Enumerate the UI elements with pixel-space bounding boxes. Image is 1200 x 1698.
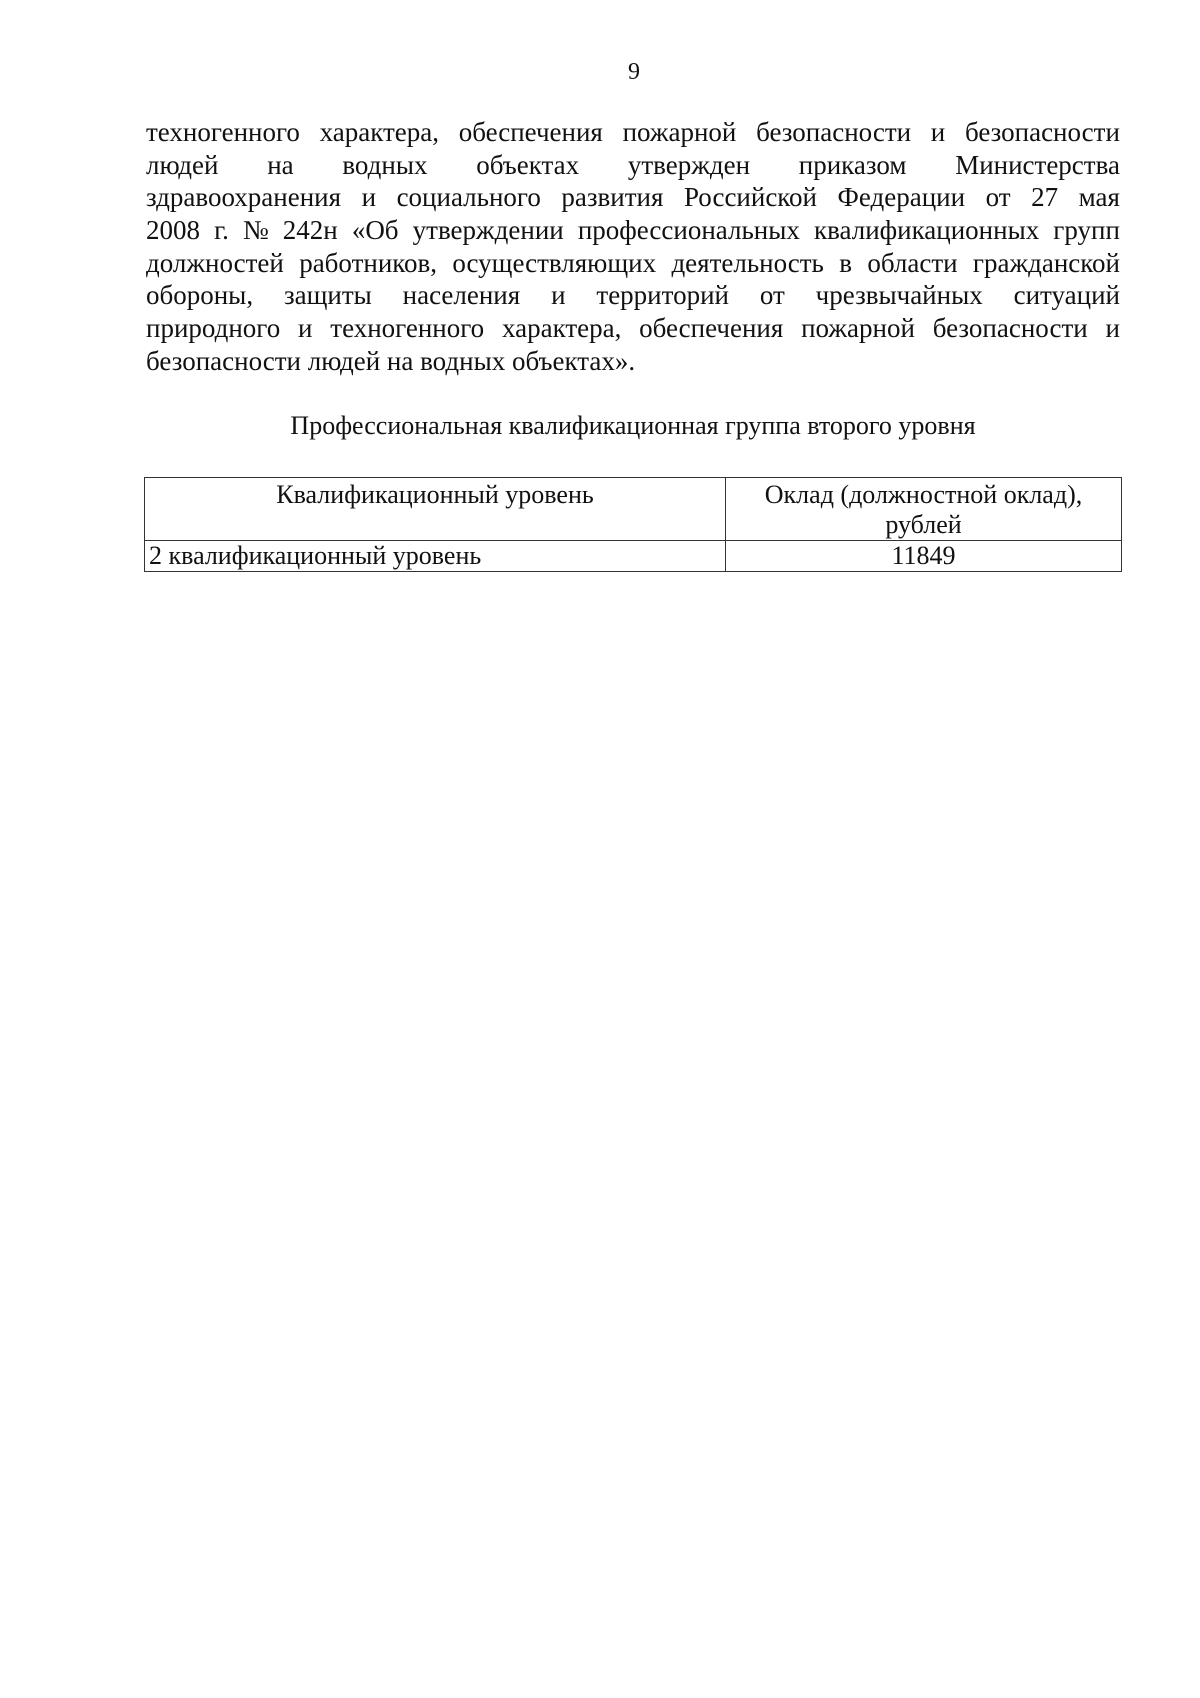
paragraph-word: гражданской	[972, 247, 1120, 278]
paragraph-word: на	[267, 149, 294, 180]
paragraph-word: техногенного	[330, 313, 485, 344]
paragraph-word: и	[361, 182, 377, 213]
paragraph-word: г.	[214, 215, 229, 246]
paragraph-word: №	[242, 215, 269, 246]
paragraph-word: 27	[1031, 182, 1059, 213]
paragraph-word: здравоохранения	[146, 182, 342, 213]
paragraph-word: безопасности	[964, 117, 1120, 147]
paragraph-word: утвержден	[627, 149, 751, 180]
table-header-salary: Оклад (должностной оклад), рублей	[726, 478, 1122, 541]
section-heading: Профессиональная квалификационная группа второго уровня	[290, 411, 976, 440]
paragraph-word: обороны,	[146, 280, 254, 311]
paragraph-word: природного	[146, 313, 281, 344]
paragraph-word: безопасности	[756, 117, 912, 147]
table-header-row	[145, 478, 1122, 541]
paragraph-word: 2008	[146, 215, 200, 246]
paragraph-word: мая	[1078, 182, 1120, 213]
table-cell-salary: 11849	[726, 541, 1122, 572]
paragraph-word: Министерства	[955, 149, 1120, 180]
paragraph-word: деятельность	[671, 247, 824, 278]
paragraph-word: обеспечения	[639, 313, 784, 344]
paragraph-word: «Об	[351, 215, 399, 246]
paragraph-line	[146, 247, 1120, 280]
paragraph-line	[146, 345, 1120, 378]
paragraph-word: работников,	[299, 247, 438, 278]
paragraph-word: обеспечения	[458, 117, 603, 147]
paragraph-word: должностей	[146, 247, 284, 278]
paragraph-word: социального	[396, 182, 541, 213]
paragraph-word: ситуаций	[1013, 280, 1120, 311]
paragraph-word: групп	[1053, 215, 1120, 246]
paragraph-line	[146, 181, 1120, 214]
paragraph-word: утверждении	[412, 215, 564, 246]
table-row	[145, 541, 1122, 572]
paragraph-word: безопасности	[932, 313, 1088, 344]
paragraph-word: чрезвычайных	[815, 280, 983, 311]
body-paragraph	[146, 116, 1120, 378]
paragraph-line	[146, 214, 1120, 247]
paragraph-word: безопасности людей на водных объектах».	[146, 345, 636, 376]
paragraph-word: территорий	[596, 280, 729, 311]
paragraph-word: водных	[342, 149, 428, 180]
paragraph-word: техногенного	[146, 117, 300, 147]
table-header-level: Квалификационный уровень	[145, 478, 726, 541]
paragraph-word: и	[1105, 313, 1120, 344]
paragraph-word: объектах	[476, 149, 580, 180]
paragraph-word: и	[298, 313, 313, 344]
paragraph-word: области	[867, 247, 958, 278]
salary-table	[144, 477, 1122, 572]
paragraph-word: в	[839, 247, 852, 278]
paragraph-word: профессиональных	[577, 215, 800, 246]
paragraph-word: Федерации	[837, 182, 966, 213]
paragraph-word: развития	[561, 182, 664, 213]
paragraph-word: защиты	[283, 280, 372, 311]
paragraph-word: 242н	[282, 215, 338, 246]
paragraph-word: населения	[402, 280, 521, 311]
paragraph-word: от	[985, 182, 1011, 213]
paragraph-word: и	[551, 280, 566, 311]
paragraph-word: пожарной	[622, 117, 737, 147]
paragraph-word: осуществляющих	[452, 247, 657, 278]
paragraph-line	[146, 312, 1120, 345]
paragraph-word: характера,	[319, 117, 439, 147]
paragraph-word: и	[930, 117, 946, 147]
paragraph-line	[146, 279, 1120, 312]
paragraph-word: от	[759, 280, 785, 311]
paragraph-line	[146, 116, 1120, 149]
paragraph-word: приказом	[798, 149, 907, 180]
paragraph-line	[146, 149, 1120, 182]
paragraph-word: Российской	[683, 182, 817, 213]
paragraph-word: характера,	[501, 313, 622, 344]
paragraph-word: квалификационных	[813, 215, 1040, 246]
paragraph-word: людей	[146, 149, 219, 180]
table-cell-level: 2 квалификационный уровень	[145, 541, 726, 572]
page-number: 9	[628, 59, 640, 85]
paragraph-word: пожарной	[801, 313, 915, 344]
